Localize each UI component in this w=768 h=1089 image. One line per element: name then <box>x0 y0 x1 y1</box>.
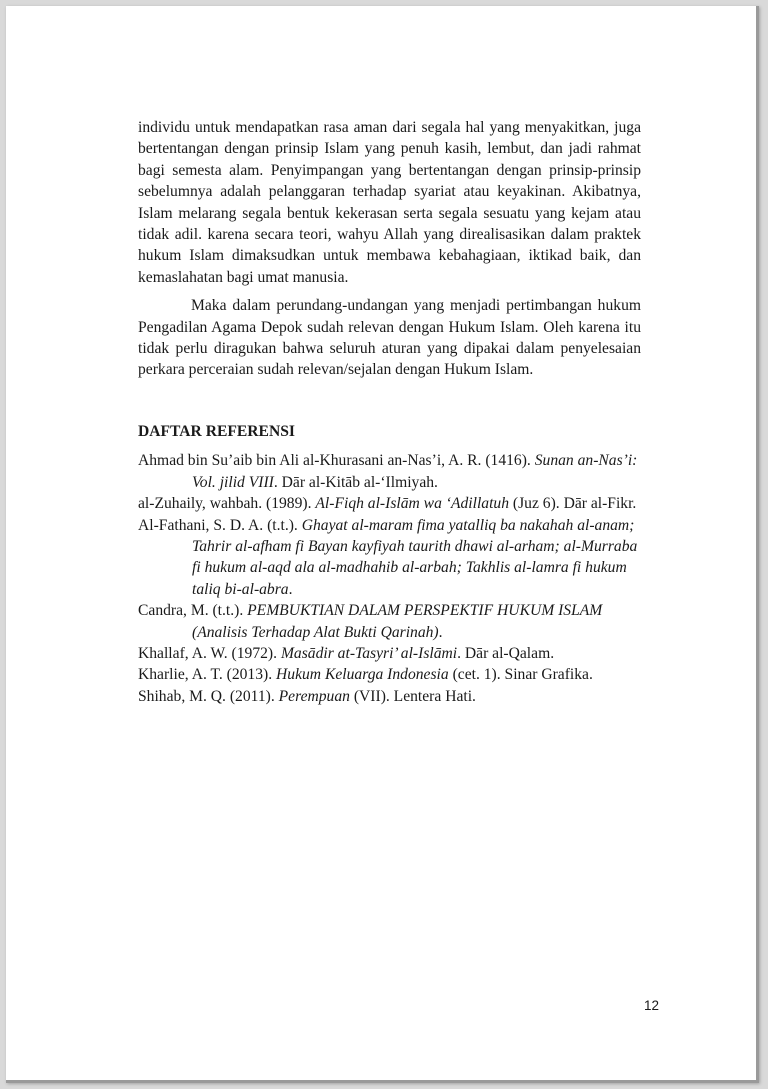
reference-item <box>138 450 641 493</box>
reference-list <box>138 450 641 707</box>
reference-item <box>138 493 641 514</box>
reference-item <box>138 664 641 685</box>
reference-author-date: Shihab, M. Q. (2011). <box>138 687 279 705</box>
reference-item <box>138 515 641 601</box>
reference-title: Perempuan <box>278 687 350 705</box>
reference-author-date: Candra, M. (t.t.). <box>138 602 248 620</box>
reference-author-date: Al-Fathani, S. D. A. (t.t.). <box>138 516 302 534</box>
reference-publisher: (VII). Lentera Hati. <box>349 687 476 705</box>
body-paragraph-1: individu untuk mendapatkan rasa aman dari segala hal yang menyakitkan, juga bertentangan dengan prinsip Islam yang penuh kasih, lembut, dan jadi rahmat bagi semesta alam. Penyimpangan yang bertentangan dengan prinsip-prinsip sebelumnya adalah pelanggaran terhadap syariat atau keyakinan. Akibatnya, Islam melarang segala bentuk kekerasan serta segala sesuatu yang kejam atau tidak adil. karena secara teori, wahyu Allah yang direalisasikan dalam praktek hukum Islam dimaksudkan untuk membawa kebahagiaan, iktikad baik, dan kemaslahatan bagi umat manusia. <box>138 119 641 286</box>
document-page <box>6 6 759 1083</box>
reference-item <box>138 686 641 707</box>
reference-publisher: . <box>288 580 293 598</box>
page-number: 12 <box>644 998 660 1013</box>
reference-publisher: . Dār al-Kitāb al-‘Ilmiyah. <box>273 473 438 491</box>
reference-author-date: Ahmad bin Su’aib bin Ali al-Khurasani an-Nas’i, A. R. (1416). <box>138 452 535 470</box>
reference-author-date: Khallaf, A. W. (1972). <box>138 644 281 662</box>
body-paragraph-2: Maka dalam perundang-undangan yang menjadi pertimbangan hukum Pengadilan Agama Depok sudah relevan dengan Hukum Islam. Oleh karena itu tidak perlu diragukan bahwa seluruh aturan yang dipakai dalam penyelesaian perkara perceraian sudah relevan/sejalan dengan Hukum Islam. <box>138 297 641 379</box>
reference-item <box>138 643 641 664</box>
reference-publisher: . Dār al-Qalam. <box>457 644 555 662</box>
reference-title: Ghayat al-maram fima yatalliq ba nakahah al-anam; Tahrir al-afham fi Bayan kayfiyah taurith dhawi al-arham; al-Murraba fi hukum al-aqd ala al-madhahib al-arbah; Takhlis al-lamra fi hukum taliq bi-al-abra <box>192 516 638 598</box>
reference-title: Al-Fiqh al-Islām wa ‘Adillatuh <box>315 495 510 513</box>
reference-publisher: . <box>438 623 443 641</box>
reference-title: PEMBUKTIAN DALAM PERSPEKTIF HUKUM ISLAM (Analisis Terhadap Alat Bukti Qarinah) <box>192 602 603 641</box>
reference-publisher: (Juz 6). Dār al-Fikr. <box>509 495 637 513</box>
references-heading: DAFTAR REFERENSI <box>138 422 295 440</box>
reference-publisher: (cet. 1). Sinar Grafika. <box>448 666 593 684</box>
reference-author-date: al-Zuhaily, wahbah. (1989). <box>138 495 316 513</box>
reference-title: Hukum Keluarga Indonesia <box>276 666 449 684</box>
reference-title: Masādir at-Tasyri’ al-Islāmi <box>280 644 458 662</box>
reference-item <box>138 600 641 643</box>
reference-title: Sunan an-Nas’i: Vol. jilid VIII <box>192 452 638 491</box>
reference-author-date: Kharlie, A. T. (2013). <box>138 666 277 684</box>
page-content <box>138 117 641 707</box>
